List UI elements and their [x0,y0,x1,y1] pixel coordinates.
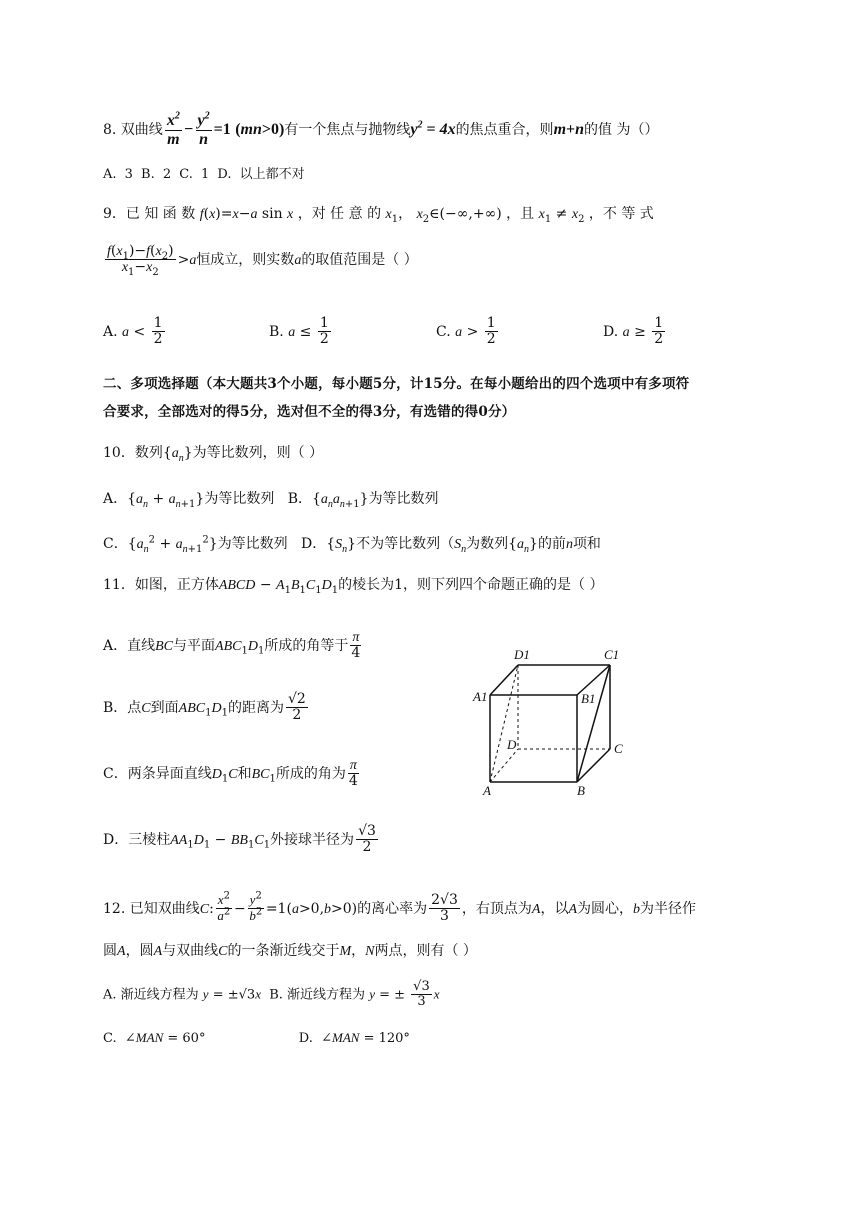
q9-option-b: B. a ≤ $\frac{1}{2}$ [269,315,329,348]
label-c: C [614,741,623,756]
q9-option-c: C. a > $\frac{1}{2}$ [436,315,496,348]
q8-stem: 8. 双曲线 $\frac{x^2}{m}$ − $\frac{y^2}{n}$ =1 (mn>0)有一个焦点与抛物线$y^2 = 4x$的焦点重合，则m+n的值 为（） [103,110,659,148]
q9-option-a: A. a < $\frac{1}{2}$ [103,315,163,348]
q8-options: A. 3 B. 2 C. 1 D. 以上都不对 [103,167,305,182]
q10-options-cd: C．$\{a_n^2 + a_{n+1}^2\}$为等比数列 D．$\{S_n\}$不为等比数列（$S_n$为数列$\{a_n\}$的前n项和 [103,534,601,555]
q9-stem-line2: $\frac{f(x_1)-f(x_2)}{x_1-x_2}$ >a恒成立，则实数a的取值范围是（ ） [107,243,418,279]
edge-a1-d1 [490,665,518,695]
section2-header-line2: 合要求，全部选对的得5分，选对但不全的得3分，有选错的得0分） [103,404,516,420]
q11-option-a: A．直线BC与平面$ABC_1D_1$所成的角等于 $\frac{\pi}{4}$ [103,630,361,662]
label-b: B [577,783,585,798]
q9-stem-line1: 9．已 知 函 数 f(x)=x−a sin x ，对 任 意 的 $x_1$， $x_2\in(-\infty,+\infty)$ ，且 $x_1 \ne x_2$ ，不 等 式 [103,206,654,225]
q12-options-ab: A. 渐近线方程为 y = ±√3x B. 渐近线方程为 y = ± $\frac{√3}{3}$ x [103,979,440,1010]
cube-figure [470,645,640,800]
label-d: D [507,737,517,752]
label-c1: C1 [604,647,620,662]
q10-options-ab: A．$\{a_n + a_{n+1}\}$为等比数列 B．$\{a_na_{n+1}\}$为等比数列 [103,491,439,510]
q11-option-c: C．两条异面直线$D_1C$和$BC_1$所成的角为 $\frac{\pi}{4}$ [103,758,358,790]
q11-option-b: B．点C到面$ABC_1D_1$的距离为 $\frac{√2}{2}$ [103,691,306,724]
label-b1: B1 [581,691,596,706]
q11-stem: 11．如图，正方体ABCD − $A_1B_1C_1D_1$的棱长为1，则下列四个命题正确的是（ ） [103,577,604,596]
section2-header-line1: 二、多项选择题（本大题共3个小题，每小题5分，计15分。在每小题给出的四个选项中有多项符 [103,376,690,392]
diag-a-d1 [490,665,518,782]
q12-options-cd: C. ∠MAN = 60° D. ∠MAN = 120° [103,1030,410,1046]
edge-a-d-hidden [490,749,518,782]
q9-option-d: D. a ≥ $\frac{1}{2}$ [603,315,664,348]
q10-stem: 10．数列$\{a_n\}$为等比数列，则（ ） [103,445,324,464]
q11-option-d: D．三棱柱$AA_1D_1 - BB_1C_1$外接球半径为 $\frac{√3}{2}$ [103,823,376,856]
q12-stem-line2: 圆A，圆A与双曲线C的一条渐近线交于M，N两点，则有（ ） [103,943,477,959]
label-a1: A1 [473,689,488,704]
label-a: A [483,783,491,798]
q12-stem-line1: 12. 已知双曲线C: $\frac{x^2}{a^2}$ − $\frac{y^2}{b^2}$ =1(a>0,b>0)的离心率为 $\frac{2√3}{3}$ ，右顶点为A，以A为圆心，b为半径作 [103,890,697,925]
label-d1: D1 [514,647,530,662]
